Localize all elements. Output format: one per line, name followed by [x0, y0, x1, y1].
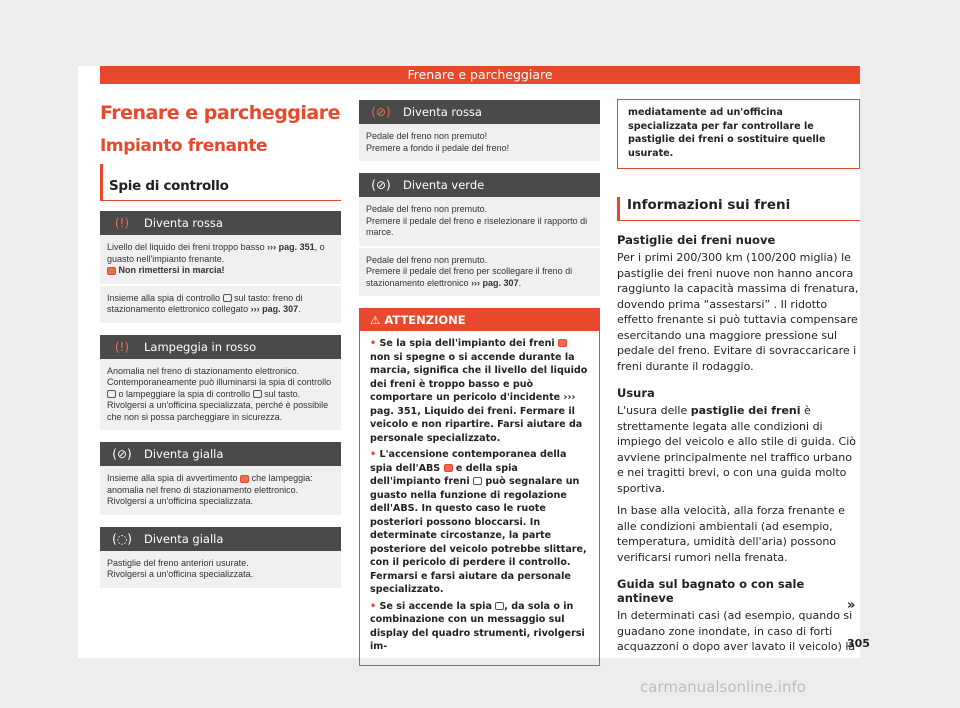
brake-warning-icon [558, 339, 567, 347]
subsection-title: Spie di controllo [100, 164, 341, 201]
brake-pedal-icon: (⊘) [371, 105, 391, 119]
brake-warning-icon: (!) [114, 339, 130, 354]
warning-body: • Se la spia dell'impianto dei freni non si spegne o si accende durante la marcia, significa che il livello del liquido dei freni è troppo basso e può comportare un pericolo d'incidente ››› pag. 351, Liquido dei freni. Fermare il veicolo e non ripartire. Farsi aiutare da personale specializzato. • L'accensione contemporanea della spia dell'ABS e della spia dell'impianto freni può segnalare un guasto nella funzione di regolazione dell'ABS. In questo caso le ruote posteriori possono bloccarsi. In determinate circostanze, la parte posteriore del veicolo potrebbe slittare, con il pericolo di perdere il controllo. Fermarsi e farsi aiutare da personale specializzato. • Se si accende la spia , da sola o in combinazione con un messaggio sul display del quadro strumenti, rivolgersi im- [370, 338, 588, 652]
subheading: Guida sul bagnato o con sale antineve [617, 577, 805, 605]
continue-marker: » [847, 598, 856, 613]
lamp-header-green: (⊘) Diventa verde [359, 173, 600, 197]
paragraph: Per i primi 200/300 km (100/200 miglia) le pastiglie dei freni nuove non hanno ancora raggiunto la capacità massima di frenatura, dovendo prima “assestarsi” . Il ridotto effetto frenante si può tuttavia compensare esercitando una maggiore pressione sul pedale del freno. Evitare di sovraccaricare i freni durante il rodaggio. [617, 251, 859, 373]
lamp-header-red: (⊘) Diventa rossa [359, 100, 600, 124]
lamp-box: Pedale del freno non premuto! Premere a fondo il pedale del freno! [359, 124, 600, 163]
subsection-title: Informazioni sui freni [617, 197, 860, 221]
lamp-box: Insieme alla spia di controllo sul tasto: freno di stazionamento elettronico collegato ››› pag. 307. [100, 286, 341, 325]
parking-brake-fault-icon: (⊘) [112, 447, 132, 461]
lamp-header-blink: (!) Lampeggia in rosso [100, 335, 341, 359]
lamp-header-yellow-pads: (◌) Diventa gialla [100, 527, 341, 551]
paragraph: In base alla velocità, alla forza frenante e alle condizioni ambientali (ad esempio, temperatura, umidità dell'aria) possono verificarsi rumori nella frenata. [617, 504, 845, 564]
brake-pedal-icon: (⊘) [371, 178, 391, 192]
warning-triangle-icon: ⚠ [370, 313, 385, 327]
page-number: 305 [847, 637, 870, 650]
lamp-box: Pedale del freno non premuto. Premere il pedale del freno per scollegare il freno di stazionamento elettronico ››› pag. 307. [359, 248, 600, 299]
lamp-header-yellow: (⊘) Diventa gialla [100, 442, 341, 466]
parking-brake-icon [107, 390, 116, 398]
column-3 [617, 100, 860, 655]
lamp-box: Insieme alla spia di avvertimento che lampeggia: anomalia nel freno di stazionamento elettronico. Rivolgersi a un'officina specializzata. [100, 466, 341, 517]
brake-warning-icon [240, 475, 249, 483]
warning-box [359, 308, 600, 666]
warning-header: ⚠ ATTENZIONE [360, 309, 599, 331]
column-1 [100, 100, 341, 590]
brake-warning-icon [473, 477, 482, 485]
column-2 [359, 100, 600, 666]
lamp-box: Livello del liquido dei freni troppo basso ››› pag. 351, o guasto nell'impianto frenante. Non rimettersi in marcia! [100, 235, 341, 286]
section-title: Impianto frenante [100, 136, 268, 156]
lamp-box: Pedale del freno non premuto. Premere il pedale del freno e riselezionare il rapporto di marce. [359, 197, 600, 248]
parking-icon [223, 294, 232, 302]
warning-continued: mediatamente ad un'officina specializzata per far controllare le pastiglie dei freni o sostituire quelle usurate. [617, 99, 860, 169]
brake-pad-icon: (◌) [112, 531, 132, 546]
lamp-header-red: (!) Diventa rossa [100, 211, 341, 235]
paragraph: In determinati casi (ad esempio, quando si guadano zone inondate, in caso di forti acquazzoni o dopo aver lavato il veicolo) la [617, 609, 856, 653]
subheading: Pastiglie dei freni nuove [617, 233, 776, 247]
paragraph: L'usura delle pastiglie dei freni è strettamente legata alle condizioni di impiego del veicolo e allo stile di guida. Ciò avviene principalmente nel traffico urbano e nei tragitti brevi, o con una guida molto sportiva. [617, 404, 856, 495]
brake-warning-icon: (!) [114, 216, 130, 230]
header-bar: Frenare e parcheggiare [100, 66, 860, 84]
watermark: carmanualsonline.info [640, 678, 806, 696]
parking-icon [253, 390, 262, 398]
lamp-box: Pastiglie del freno anteriori usurate. Rivolgersi a un'officina specializzata. [100, 551, 341, 590]
brake-pad-icon [495, 602, 504, 610]
lamp-box: Anomalia nel freno di stazionamento elettronico. Contemporaneamente può illuminarsi la spia di controllo o lampeggiare la spia di controllo sul tasto. Rivolgersi a un'officina specializzata, perché è possibile che non si possa parcheggiare in sicurezza. [100, 359, 341, 433]
subheading: Usura [617, 386, 655, 400]
abs-icon [444, 464, 453, 472]
chapter-title: Frenare e parcheggiare [100, 102, 340, 124]
stop-icon [107, 267, 116, 275]
